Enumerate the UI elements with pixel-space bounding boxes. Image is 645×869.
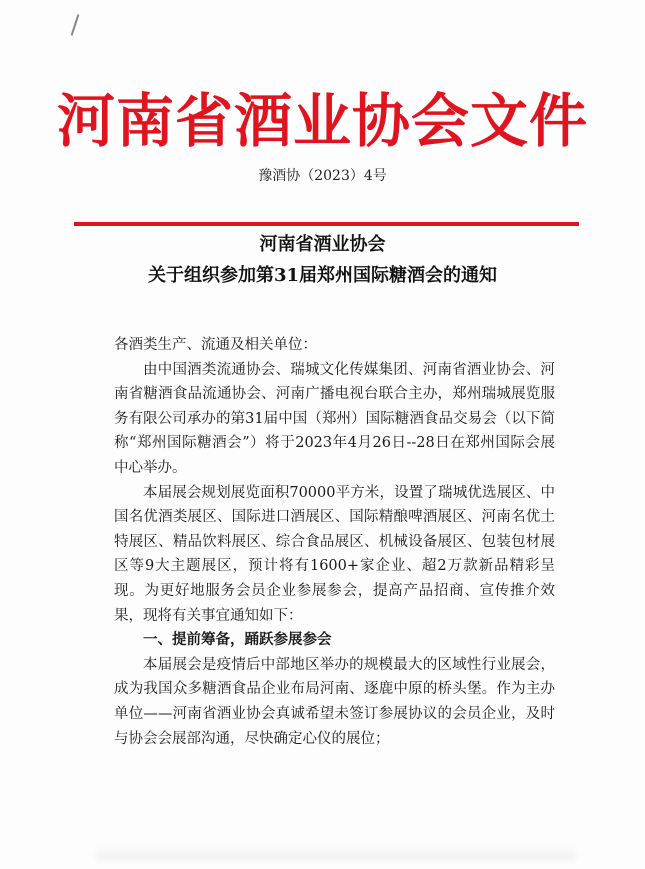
document-number: 豫酒协（2023）4号 <box>258 168 387 184</box>
red-divider-rule <box>74 222 579 226</box>
notice-title: 关于组织参加第31届郑州国际糖酒会的通知 <box>147 265 498 286</box>
section-heading-1: 一、提前筹备，踊跃参展参会 <box>143 632 332 649</box>
paragraph-organizers: 由中国酒类流通协会、瑞城文化传媒集团、河南省酒业协会、河南省糖酒食品流通协会、河南广播电视台联合主办，郑州瑞城展览服务有限公司承办的第31届中国（郑州）国际糖酒食品交易会（以下简称“郑州国际糖酒会”）将于2023年4月26日--28日在郑州国际会展中心举办。 <box>114 361 555 476</box>
paragraph-participation: 本届展会是疫情后中部地区举办的规模最大的区域性行业展会，成为我国众多糖酒食品企业布局河南、逐鹿中原的桥头堡。作为主办单位——河南省酒业协会真诚希望未签订参展协议的会员企业，及时与协会会展部沟通，尽快确定心仪的展位； <box>114 656 555 747</box>
notice-body <box>114 333 555 751</box>
page-bottom-shadow <box>96 846 576 860</box>
addressee-line: 各酒类生产、流通及相关单位： <box>114 337 317 353</box>
document-header-title: 河南省酒业协会文件 <box>56 87 588 155</box>
paragraph-exhibition-scale: 本届展会规划展览面积70000平方米，设置了瑞城优选展区、中国名优酒类展区、国际进口酒展区、国际精酿啤酒展区、河南名优土特展区、精品饮料展区、综合食品展区、机械设备展区、包装包材展区等9大主题展区，预计将有1600+家企业、超2万款新品精彩呈现。为更好地服务会员企业参展参会，提高产品招商、宣传推介效果，现将有关事宜通知如下： <box>114 484 555 624</box>
pen-mark <box>71 14 80 36</box>
issuer-name: 河南省酒业协会 <box>259 234 386 255</box>
